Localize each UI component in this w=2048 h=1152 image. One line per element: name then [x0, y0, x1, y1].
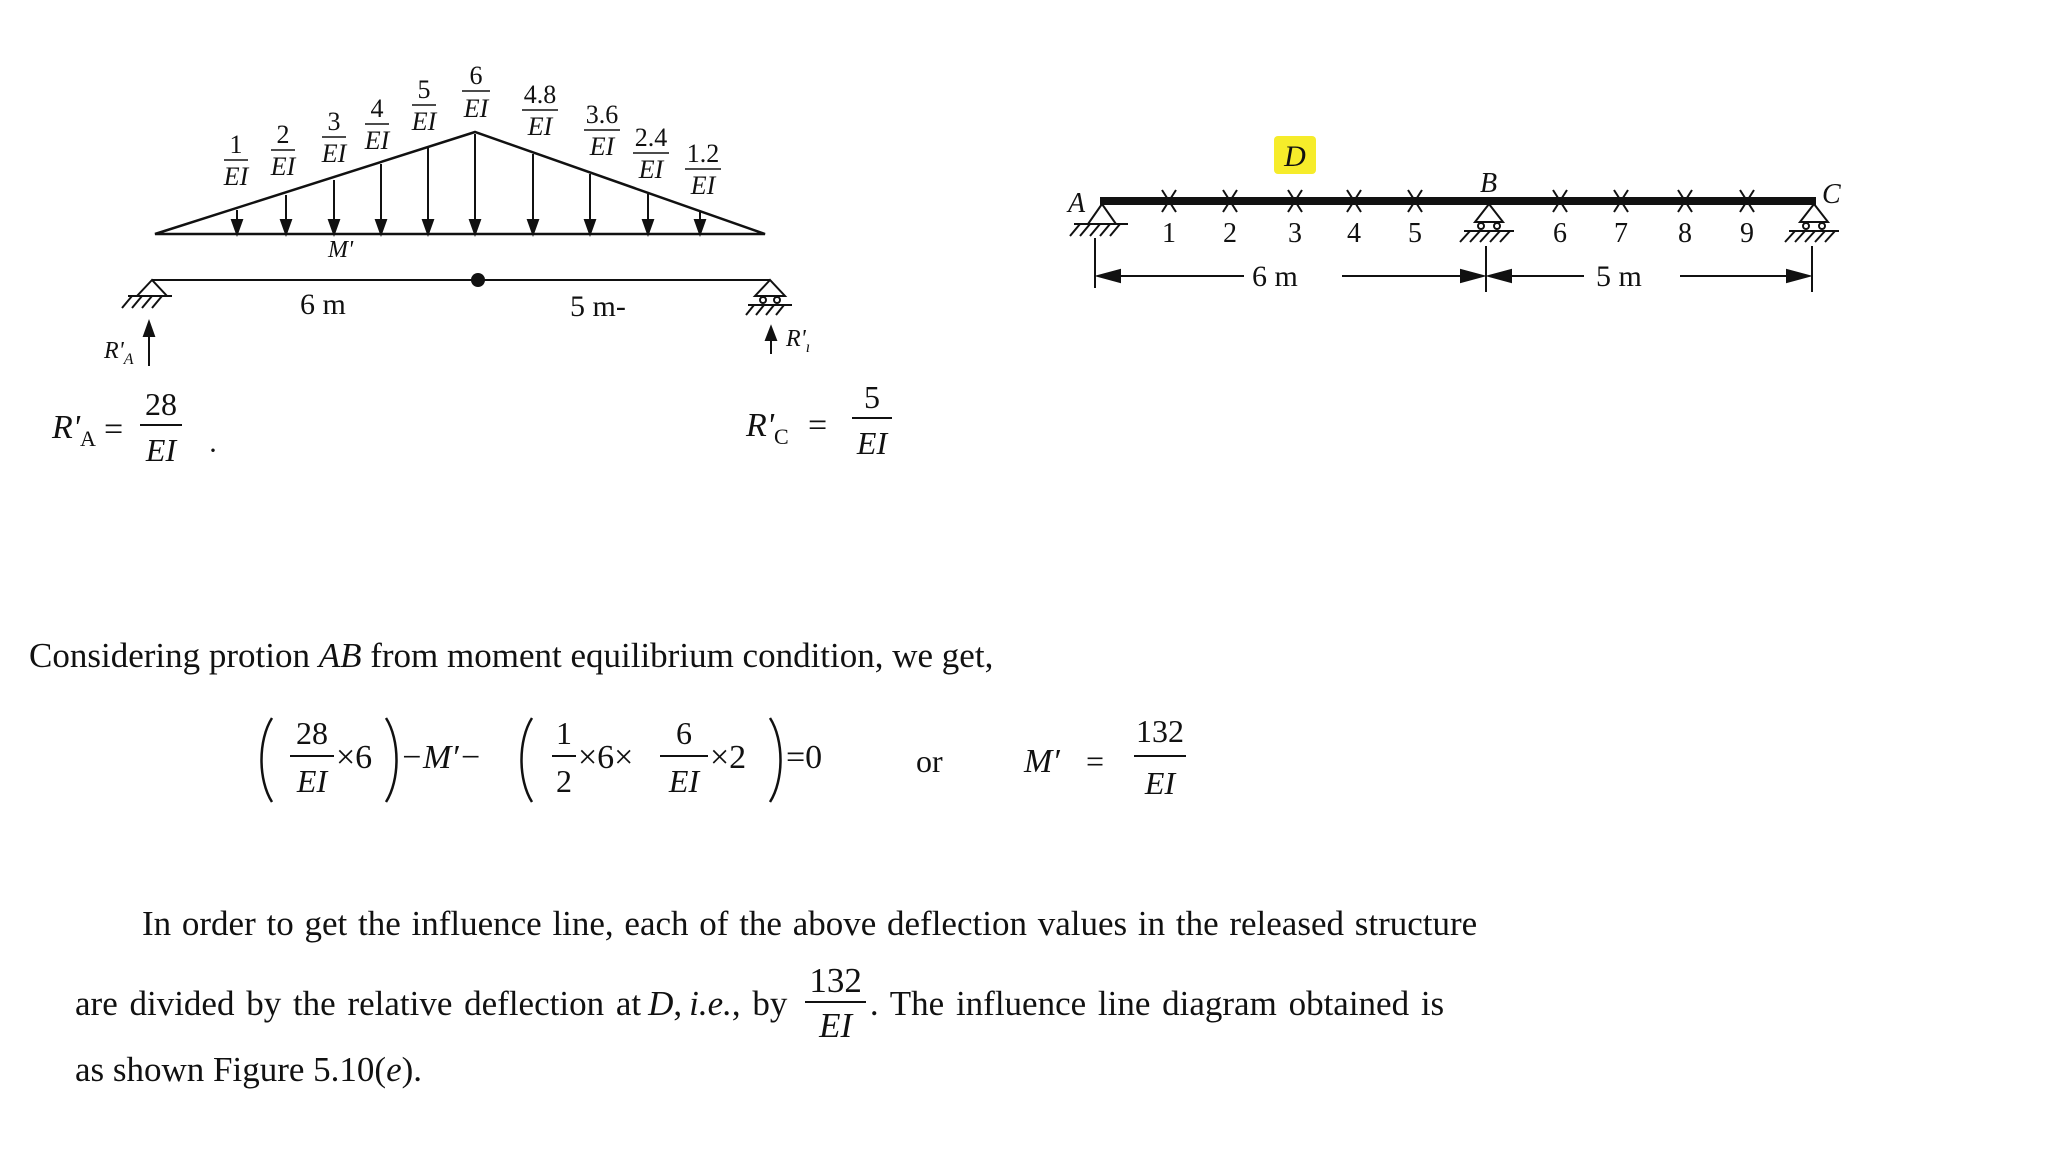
para-divided: are divided by the relative deflection at D , i.e. , by $\frac{132}{EI}$ . The influence line diagram obtained is: [75, 961, 1445, 1045]
point-label: 6: [1553, 218, 1567, 249]
svg-text:EI: EI: [856, 425, 888, 461]
svg-text:EI: EI: [145, 432, 177, 468]
span-right-label: 5 m-: [570, 290, 626, 323]
support-c: [746, 280, 792, 315]
load-label: [223, 130, 250, 191]
svg-text:1: 1: [556, 715, 572, 751]
svg-text:2: 2: [276, 120, 290, 149]
svg-text:EI: EI: [527, 112, 553, 141]
support-a: [122, 280, 172, 308]
svg-text:·: ·: [208, 434, 218, 467]
svg-text:EI: EI: [638, 155, 664, 184]
svg-text:4: 4: [370, 94, 384, 123]
svg-text:EI: EI: [668, 763, 700, 799]
para-influence-line: In order to get the influence line, each of the above deflection values in the released structure: [142, 904, 1478, 943]
point-label: 8: [1678, 218, 1692, 249]
reaction-c-equation: [745, 379, 892, 461]
load-label: [685, 139, 721, 200]
point-label: 7: [1614, 218, 1628, 249]
span-ab-label: 6 m: [1252, 260, 1298, 293]
svg-text:EI: EI: [463, 94, 489, 123]
svg-text:EI: EI: [296, 763, 328, 799]
svg-text:=0: =0: [786, 739, 823, 776]
svg-text:6: 6: [469, 61, 483, 90]
svg-text:28: 28: [145, 386, 177, 422]
svg-text:EI: EI: [223, 162, 249, 191]
load-label: [270, 120, 297, 181]
svg-text:=: =: [808, 407, 828, 444]
svg-text:5: 5: [417, 75, 431, 104]
svg-text:EI: EI: [411, 107, 437, 136]
svg-text:EI: EI: [690, 171, 716, 200]
para-figure-ref: as shown Figure 5.10(e).: [75, 1050, 423, 1089]
load-label: [321, 107, 348, 168]
svg-text:−M′−: −M′−: [400, 739, 482, 776]
dimension-lines: [1095, 238, 1812, 292]
svg-text:28: 28: [296, 715, 328, 751]
continuous-beam-diagram: [1040, 120, 1920, 320]
fraction-132-ei: $\frac{132}{EI}$: [805, 962, 866, 1045]
svg-text:EI: EI: [321, 139, 347, 168]
moment-label: M': [328, 237, 354, 263]
svg-text:132: 132: [1136, 713, 1184, 749]
svg-text:3: 3: [327, 107, 341, 136]
reaction-arrow-c: [766, 327, 776, 354]
load-label: [364, 94, 391, 155]
svg-text:R'C: $R'_C$: [746, 407, 789, 449]
svg-text:×6×: ×6×: [578, 739, 634, 776]
svg-text:6: 6: [676, 715, 692, 751]
point-label: 2: [1223, 218, 1237, 249]
svg-text:or: or: [916, 743, 943, 779]
svg-text:1.2: 1.2: [686, 139, 720, 168]
svg-text:M′: M′: [1024, 743, 1060, 780]
label-b: B: [1480, 168, 1498, 199]
load-label: [633, 123, 669, 184]
point-label: 5: [1408, 218, 1422, 249]
load-label: [584, 100, 620, 161]
released-beam-diagram: [0, 40, 930, 520]
load-label: [522, 80, 558, 141]
svg-text:2.4: 2.4: [634, 123, 668, 152]
point-label: 9: [1740, 218, 1754, 249]
svg-text:1: 1: [229, 130, 243, 159]
label-c: C: [1822, 179, 1841, 210]
point-label: 4: [1347, 218, 1361, 249]
svg-text:=: =: [104, 411, 124, 448]
reaction-a-label: $R'_A$: [104, 338, 134, 368]
label-a: A: [1068, 188, 1086, 219]
svg-text:R'A: $R'_A$: [52, 409, 96, 451]
svg-text:EI: EI: [1144, 765, 1176, 801]
span-left-label: 6 m: [300, 288, 346, 321]
support-b-roller: [1460, 204, 1514, 242]
reaction-arrow-a: [144, 322, 154, 366]
svg-text:×2: ×2: [710, 739, 747, 776]
equilibrium-equation: [250, 700, 1250, 820]
svg-text:3.6: 3.6: [585, 100, 619, 129]
para-considering: Considering protion AB from moment equilibrium condition, we get,: [29, 636, 994, 675]
svg-text:2: 2: [556, 763, 572, 799]
reaction-c-label: $R'_ı$: [786, 326, 811, 356]
svg-text:×6: ×6: [336, 739, 373, 776]
svg-text:5: 5: [864, 379, 880, 415]
span-bc-label: 5 m: [1596, 260, 1642, 293]
svg-text:4.8: 4.8: [523, 80, 557, 109]
svg-text:EI: EI: [364, 126, 390, 155]
load-label: [462, 61, 490, 123]
reaction-a-equation: [51, 386, 218, 468]
label-d: D: [1284, 140, 1306, 173]
point-label: 1: [1162, 218, 1176, 249]
svg-text:EI: EI: [589, 132, 615, 161]
svg-text:=: =: [1086, 743, 1105, 779]
point-label: 3: [1288, 218, 1302, 249]
hinge-d: [471, 273, 485, 287]
load-label: [411, 75, 438, 136]
svg-text:EI: EI: [270, 152, 296, 181]
